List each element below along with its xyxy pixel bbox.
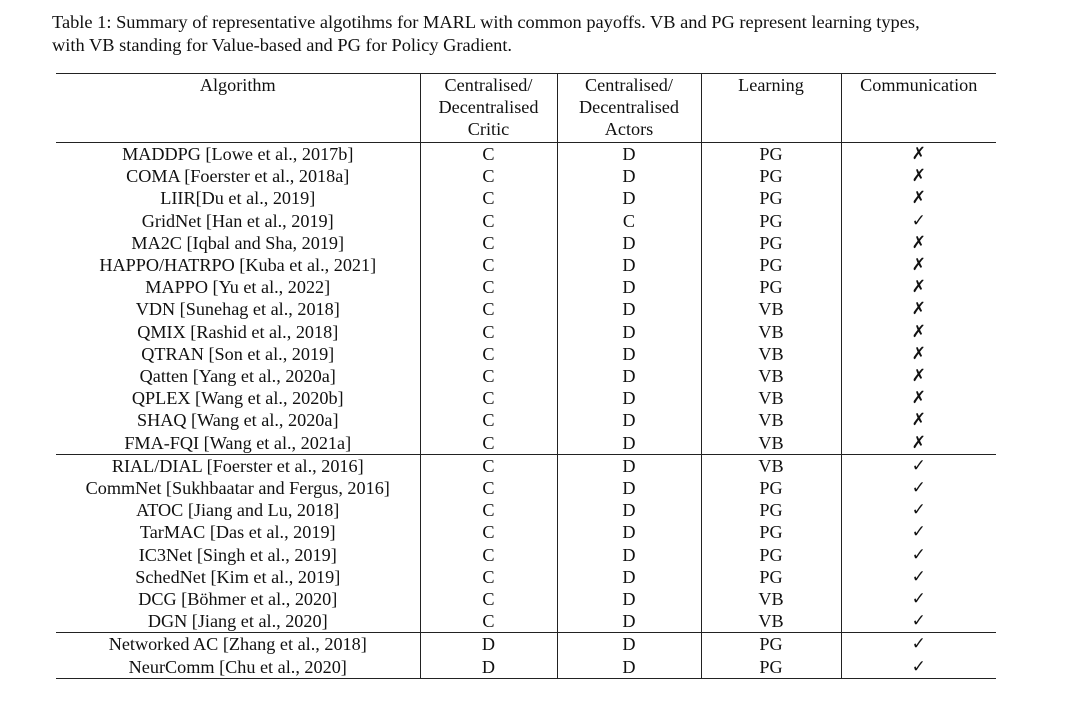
header-line: Critic	[467, 119, 510, 139]
critic-cell: C	[420, 343, 557, 365]
header-line: Centralised/	[444, 75, 533, 95]
actors-cell: D	[557, 477, 701, 499]
table-row	[56, 187, 996, 209]
algorithm-cell: QTRAN [Son et al., 2019]	[141, 343, 335, 364]
table-caption	[52, 11, 1032, 57]
table-header-row	[56, 74, 996, 143]
algorithm-cell: VDN [Sunehag et al., 2018]	[135, 299, 340, 320]
critic-cell: C	[420, 409, 557, 431]
communication-cell: ✗	[841, 387, 996, 409]
actors-cell: D	[557, 409, 701, 431]
table-row	[56, 232, 996, 254]
actors-cell: D	[557, 321, 701, 343]
table-row	[56, 343, 996, 365]
caption-line-1: Table 1: Summary of representative algotihms for MARL with common payoffs. VB and PG represent learning types,	[52, 12, 920, 32]
table-row	[56, 365, 996, 387]
communication-cell: ✓	[841, 477, 996, 499]
algorithm-cell: DGN [Jiang et al., 2020]	[147, 611, 328, 632]
actors-cell: D	[557, 187, 701, 209]
learning-cell: PG	[701, 165, 841, 187]
learning-cell: VB	[701, 387, 841, 409]
communication-cell: ✗	[841, 343, 996, 365]
critic-cell: C	[420, 143, 557, 166]
communication-cell: ✗	[841, 232, 996, 254]
learning-cell: PG	[701, 566, 841, 588]
learning-cell: PG	[701, 232, 841, 254]
table-row	[56, 165, 996, 187]
learning-cell: VB	[701, 409, 841, 431]
algorithm-cell: MA2C [Iqbal and Sha, 2019]	[131, 232, 345, 253]
algorithm-cell: Qatten [Yang et al., 2020a]	[139, 366, 336, 387]
table-row	[56, 588, 996, 610]
learning-cell: PG	[701, 544, 841, 566]
table-row	[56, 276, 996, 298]
table-row	[56, 454, 996, 477]
header-critic	[420, 74, 557, 143]
critic-cell: C	[420, 387, 557, 409]
communication-cell: ✓	[841, 610, 996, 633]
critic-cell: D	[420, 656, 557, 679]
table-row	[56, 298, 996, 320]
actors-cell: D	[557, 143, 701, 166]
actors-cell: D	[557, 454, 701, 477]
learning-cell: PG	[701, 656, 841, 679]
critic-cell: C	[420, 365, 557, 387]
actors-cell: D	[557, 499, 701, 521]
critic-cell: C	[420, 210, 557, 232]
algorithm-cell: SHAQ [Wang et al., 2020a]	[136, 410, 339, 431]
algorithm-cell: NeurComm [Chu et al., 2020]	[56, 656, 420, 679]
actors-cell: D	[557, 387, 701, 409]
communication-cell: ✓	[841, 544, 996, 566]
actors-cell: D	[557, 432, 701, 455]
header-line: Learning	[738, 75, 804, 95]
learning-cell: VB	[701, 298, 841, 320]
header-line: Actors	[604, 119, 654, 139]
algorithm-cell: CommNet [Sukhbaatar and Fergus, 2016]	[85, 478, 390, 499]
actors-cell: D	[557, 276, 701, 298]
table-row	[56, 254, 996, 276]
critic-cell: C	[420, 254, 557, 276]
algorithm-cell: LIIR[Du et al., 2019]	[160, 188, 316, 209]
actors-cell: D	[557, 633, 701, 656]
header-line: Decentralised	[579, 97, 679, 117]
algorithm-cell: TarMAC [Das et al., 2019]	[139, 522, 336, 543]
communication-cell: ✗	[841, 409, 996, 431]
table-row	[56, 409, 996, 431]
algorithm-cell: DCG [Böhmer et al., 2020]	[138, 589, 338, 610]
table-row	[56, 432, 996, 455]
algorithm-cell: COMA [Foerster et al., 2018a]	[126, 166, 350, 187]
header-line: Decentralised	[438, 97, 539, 117]
actors-cell: D	[557, 232, 701, 254]
communication-cell: ✓	[841, 521, 996, 543]
marl-summary-table	[56, 73, 996, 679]
header-line: Centralised/	[585, 75, 673, 95]
communication-cell: ✗	[841, 432, 996, 455]
communication-cell: ✓	[841, 656, 996, 679]
communication-cell: ✗	[841, 365, 996, 387]
critic-cell: C	[420, 276, 557, 298]
critic-cell: C	[420, 321, 557, 343]
algorithm-cell: MADDPG [Lowe et al., 2017b]	[122, 144, 354, 164]
critic-cell: C	[420, 610, 557, 633]
critic-cell: C	[420, 521, 557, 543]
learning-cell: PG	[701, 276, 841, 298]
learning-cell: PG	[701, 477, 841, 499]
critic-cell: C	[420, 454, 557, 477]
learning-cell: VB	[701, 432, 841, 455]
table-body	[56, 143, 996, 679]
critic-cell: C	[420, 232, 557, 254]
actors-cell: C	[557, 210, 701, 232]
communication-cell: ✓	[841, 633, 996, 656]
communication-cell: ✗	[841, 276, 996, 298]
communication-cell: ✗	[841, 298, 996, 320]
table-row	[56, 633, 996, 656]
table-row	[56, 477, 996, 499]
algorithm-cell: QMIX [Rashid et al., 2018]	[137, 321, 339, 342]
critic-cell: C	[420, 544, 557, 566]
communication-cell: ✓	[841, 588, 996, 610]
communication-cell: ✓	[841, 499, 996, 521]
communication-cell: ✗	[841, 165, 996, 187]
table-row	[56, 656, 996, 679]
algorithm-cell: QPLEX [Wang et al., 2020b]	[131, 388, 344, 409]
table-row	[56, 566, 996, 588]
algorithm-cell: Networked AC [Zhang et al., 2018]	[56, 633, 420, 656]
learning-cell: PG	[701, 633, 841, 656]
header-line: Algorithm	[199, 75, 276, 95]
communication-cell: ✓	[841, 454, 996, 477]
communication-cell: ✗	[841, 187, 996, 209]
algorithm-cell: FMA-FQI [Wang et al., 2021a]	[124, 432, 352, 453]
learning-cell: VB	[701, 365, 841, 387]
learning-cell: VB	[701, 454, 841, 477]
critic-cell: C	[420, 165, 557, 187]
actors-cell: D	[557, 298, 701, 320]
learning-cell: VB	[701, 588, 841, 610]
communication-cell: ✓	[841, 566, 996, 588]
learning-cell: PG	[701, 254, 841, 276]
learning-cell: PG	[701, 143, 841, 166]
actors-cell: D	[557, 566, 701, 588]
table-row	[56, 321, 996, 343]
communication-cell: ✗	[841, 321, 996, 343]
critic-cell: D	[420, 633, 557, 656]
critic-cell: C	[420, 432, 557, 455]
algorithm-cell: SchedNet [Kim et al., 2019]	[135, 566, 341, 587]
critic-cell: C	[420, 187, 557, 209]
algorithm-cell: HAPPO/HATRPO [Kuba et al., 2021]	[99, 255, 377, 276]
algorithm-cell: MAPPO [Yu et al., 2022]	[145, 277, 331, 298]
header-actors	[557, 74, 701, 143]
communication-cell: ✓	[841, 210, 996, 232]
critic-cell: C	[420, 499, 557, 521]
communication-cell: ✗	[841, 254, 996, 276]
learning-cell: PG	[701, 521, 841, 543]
header-learning	[701, 74, 841, 143]
actors-cell: D	[557, 656, 701, 679]
actors-cell: D	[557, 544, 701, 566]
actors-cell: D	[557, 254, 701, 276]
algorithm-cell: GridNet [Han et al., 2019]	[141, 210, 334, 231]
algorithm-cell: IC3Net [Singh et al., 2019]	[138, 544, 337, 565]
critic-cell: C	[420, 298, 557, 320]
learning-cell: VB	[701, 610, 841, 633]
learning-cell: VB	[701, 343, 841, 365]
learning-cell: PG	[701, 210, 841, 232]
actors-cell: D	[557, 588, 701, 610]
table-row	[56, 544, 996, 566]
actors-cell: D	[557, 365, 701, 387]
learning-cell: PG	[701, 187, 841, 209]
actors-cell: D	[557, 343, 701, 365]
table-row	[56, 499, 996, 521]
caption-line-2: with VB standing for Value-based and PG for Policy Gradient.	[52, 35, 513, 55]
algorithm-cell: ATOC [Jiang and Lu, 2018]	[136, 500, 340, 521]
table-row	[56, 610, 996, 633]
actors-cell: D	[557, 521, 701, 543]
table-row	[56, 521, 996, 543]
critic-cell: C	[420, 588, 557, 610]
algorithm-cell: RIAL/DIAL [Foerster et al., 2016]	[56, 454, 420, 477]
table-row	[56, 143, 996, 166]
learning-cell: PG	[701, 499, 841, 521]
critic-cell: C	[420, 566, 557, 588]
header-line: Communication	[860, 75, 978, 95]
actors-cell: D	[557, 610, 701, 633]
table-row	[56, 387, 996, 409]
learning-cell: VB	[701, 321, 841, 343]
critic-cell: C	[420, 477, 557, 499]
table-row	[56, 210, 996, 232]
header-algorithm	[56, 74, 420, 143]
actors-cell: D	[557, 165, 701, 187]
communication-cell: ✗	[841, 143, 996, 166]
header-communication	[841, 74, 996, 143]
